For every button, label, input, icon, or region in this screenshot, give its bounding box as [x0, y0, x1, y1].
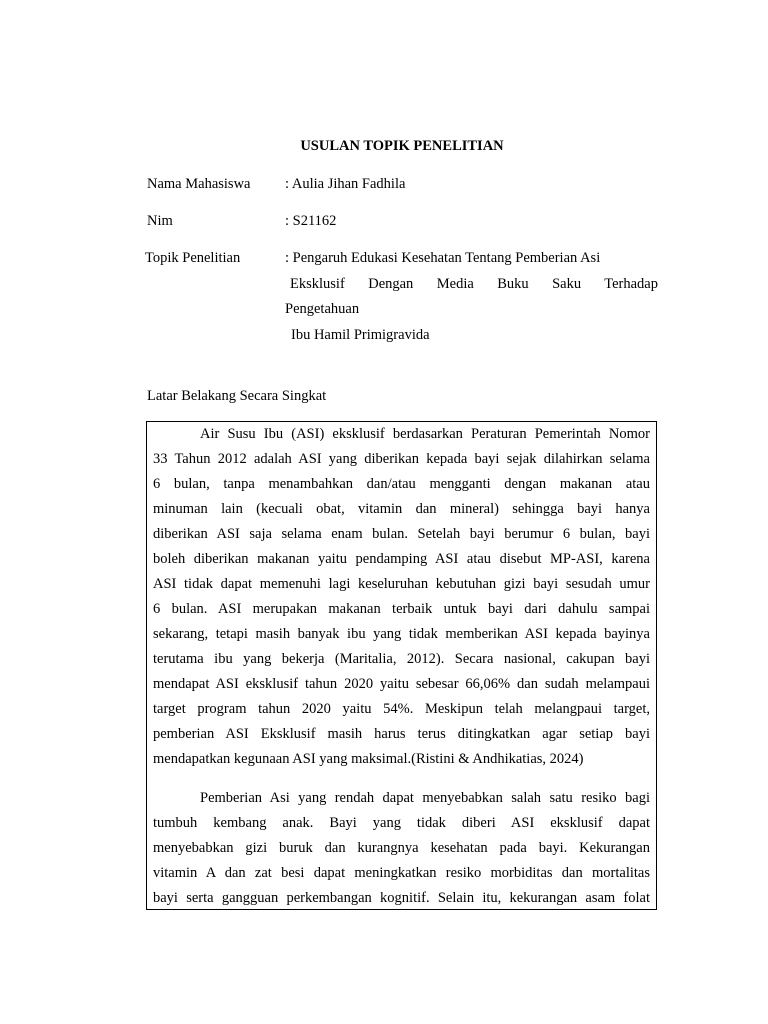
paragraph-1-line: Air Susu Ibu (ASI) eksklusif berdasarkan Peraturan Pemerintah Nomor: [200, 426, 650, 442]
paragraph-1: [153, 422, 650, 772]
paragraph-1-line: terutama ibu yang bekerja (Maritalia, 2012). Secara nasional, cakupan bayi: [153, 651, 650, 667]
topik-penelitian-label: Topik Penelitian: [145, 250, 241, 266]
paragraph-1-line: sekarang, tetapi masih banyak ibu yang tidak memberikan ASI kepada bayinya: [153, 626, 650, 642]
paragraph-1-line: pemberian ASI Eksklusif masih harus terus ditingkatkan agar setiap bayi: [153, 726, 650, 742]
topik-line-1: : Pengaruh Edukasi Kesehatan Tentang Pemberian Asi: [285, 250, 601, 266]
nama-mahasiswa-value: : Aulia Jihan Fadhila: [285, 176, 406, 192]
nim-label: Nim: [147, 213, 173, 229]
paragraph-1-line: mendapat ASI eksklusif tahun 2020 yaitu sebesar 66,06% dan sudah melampaui: [153, 676, 650, 692]
paragraph-1-line: ASI tidak dapat memenuhi lagi keseluruhan kebutuhan gizi bayi sesudah umur: [153, 576, 650, 592]
nama-mahasiswa-label: Nama Mahasiswa: [147, 176, 251, 192]
section-heading: Latar Belakang Secara Singkat: [147, 388, 327, 404]
topik-line-4: Ibu Hamil Primigravida: [291, 327, 430, 343]
background-text-box: [146, 421, 657, 910]
paragraph-2-line: vitamin A dan zat besi dapat meningkatkan resiko morbiditas dan mortalitas: [153, 865, 650, 881]
paragraph-1-line: mendapatkan kegunaan ASI yang maksimal.(Ristini & Andhikatias, 2024): [153, 751, 584, 767]
paragraph-2-line: tumbuh kembang anak. Bayi yang tidak diberi ASI eksklusif dapat: [153, 815, 650, 831]
paragraph-2: [153, 786, 650, 910]
document-title: USULAN TOPIK PENELITIAN: [300, 138, 504, 154]
paragraph-1-line: target program tahun 2020 yaitu 54%. Meskipun telah melangpaui target,: [153, 701, 650, 717]
nim-value: : S21162: [285, 213, 337, 229]
paragraph-1-line: minuman lain (kecuali obat, vitamin dan mineral) sehingga bayi hanya: [153, 501, 650, 517]
paragraph-1-line: diberikan ASI saja selama enam bulan. Setelah bayi berumur 6 bulan, bayi: [153, 526, 650, 542]
paragraph-1-line: boleh diberikan makanan yaitu pendamping ASI atau disebut MP-ASI, karena: [153, 551, 650, 567]
paragraph-1-line: 6 bulan. ASI merupakan makanan terbaik untuk bayi dari dahulu sampai: [153, 601, 650, 617]
paragraph-2-line: bayi serta gangguan perkembangan kognitif. Selain itu, kekurangan asam folat: [153, 890, 650, 906]
paragraph-2-line: Pemberian Asi yang rendah dapat menyebabkan salah satu resiko bagi: [200, 790, 650, 806]
topik-line-3: Pengetahuan: [285, 301, 360, 317]
topik-line-2: Eksklusif Dengan Media Buku Saku Terhadap: [290, 276, 658, 292]
paragraph-1-line: 6 bulan, tanpa menambahkan dan/atau mengganti dengan makanan atau: [153, 476, 650, 492]
paragraph-1-line: 33 Tahun 2012 adalah ASI yang diberikan kepada bayi sejak dilahirkan selama: [153, 451, 650, 467]
paragraph-2-line: menyebabkan gizi buruk dan kurangnya kesehatan pada bayi. Kekurangan: [153, 840, 650, 856]
